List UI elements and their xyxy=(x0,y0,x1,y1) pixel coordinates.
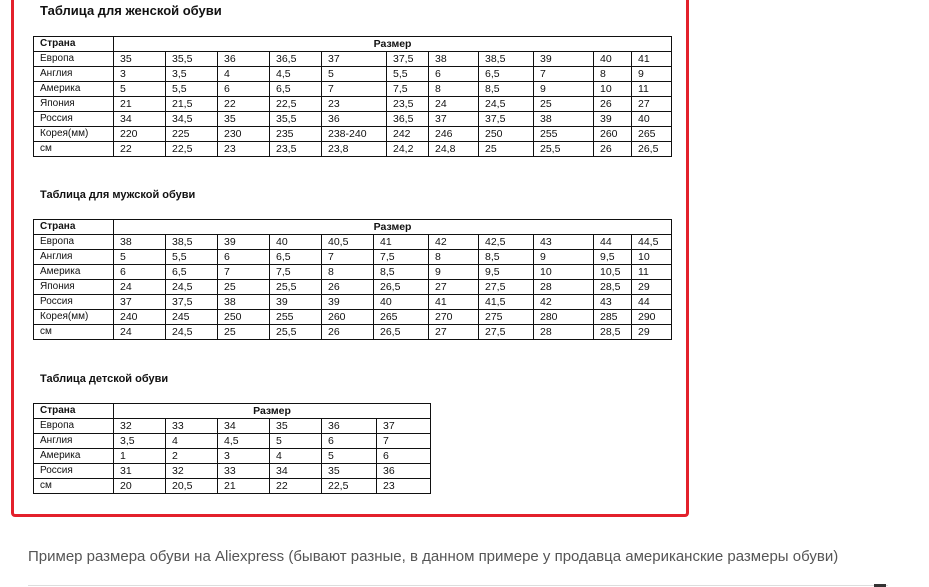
table-cell: 8 xyxy=(429,82,479,97)
table-cell: 40,5 xyxy=(322,235,374,250)
table-cell: 34 xyxy=(114,112,166,127)
women-size-table xyxy=(33,36,672,157)
table-cell: 37 xyxy=(114,295,166,310)
table-cell: 265 xyxy=(632,127,672,142)
table-cell: 240 xyxy=(114,310,166,325)
table-cell: 4 xyxy=(218,67,270,82)
table-cell: 41 xyxy=(632,52,672,67)
row-label: Америка xyxy=(34,449,114,464)
table-cell: 39 xyxy=(270,295,322,310)
table-cell: 28 xyxy=(534,280,594,295)
table-cell: 25,5 xyxy=(534,142,594,157)
table-cell: 32 xyxy=(114,419,166,434)
country-header: Страна xyxy=(34,220,114,235)
table-cell: 22 xyxy=(114,142,166,157)
table-cell: 33 xyxy=(166,419,218,434)
table-cell: 250 xyxy=(218,310,270,325)
table-cell: 10 xyxy=(594,82,632,97)
row-label: Англия xyxy=(34,434,114,449)
table-cell: 44,5 xyxy=(632,235,672,250)
table-cell: 265 xyxy=(374,310,429,325)
table-cell: 25 xyxy=(534,97,594,112)
table-cell: 9 xyxy=(534,250,594,265)
row-label: Россия xyxy=(34,112,114,127)
table-cell: 260 xyxy=(322,310,374,325)
table-cell: 44 xyxy=(632,295,672,310)
row-label: Англия xyxy=(34,67,114,82)
table-cell: 5,5 xyxy=(387,67,429,82)
table-cell: 8 xyxy=(322,265,374,280)
table-cell: 5,5 xyxy=(166,82,218,97)
table-cell: 220 xyxy=(114,127,166,142)
row-label: Европа xyxy=(34,419,114,434)
table-cell: 21 xyxy=(114,97,166,112)
table-cell: 5 xyxy=(270,434,322,449)
row-label: Япония xyxy=(34,280,114,295)
table-cell: 42 xyxy=(429,235,479,250)
table-cell: 26 xyxy=(322,325,374,340)
table-cell: 37 xyxy=(322,52,387,67)
table-cell: 10 xyxy=(632,250,672,265)
table-cell: 37,5 xyxy=(387,52,429,67)
row-label: см xyxy=(34,479,114,494)
row-label: Англия xyxy=(34,250,114,265)
table-cell: 4,5 xyxy=(270,67,322,82)
table-cell: 44 xyxy=(594,235,632,250)
country-header: Страна xyxy=(34,404,114,419)
table-cell: 22 xyxy=(270,479,322,494)
table-cell: 35 xyxy=(322,464,377,479)
table-cell: 25,5 xyxy=(270,280,322,295)
table-cell: 36 xyxy=(377,464,431,479)
table-cell: 5 xyxy=(114,250,166,265)
table-cell: 10 xyxy=(534,265,594,280)
table-cell: 270 xyxy=(429,310,479,325)
men-size-table xyxy=(33,219,672,340)
table-cell: 38,5 xyxy=(479,52,534,67)
table-cell: 38 xyxy=(429,52,479,67)
table-cell: 23 xyxy=(218,142,270,157)
table-cell: 21 xyxy=(218,479,270,494)
table-cell: 34,5 xyxy=(166,112,218,127)
table-cell: 260 xyxy=(594,127,632,142)
table-cell: 246 xyxy=(429,127,479,142)
table-cell: 9 xyxy=(429,265,479,280)
table-cell: 4,5 xyxy=(218,434,270,449)
table-cell: 32 xyxy=(166,464,218,479)
table-cell: 7 xyxy=(322,250,374,265)
row-label: Европа xyxy=(34,52,114,67)
table-cell: 7 xyxy=(377,434,431,449)
table-row xyxy=(34,479,431,494)
table-cell: 11 xyxy=(632,82,672,97)
table-row xyxy=(34,82,672,97)
table-cell: 24,2 xyxy=(387,142,429,157)
table-cell: 28,5 xyxy=(594,280,632,295)
table-cell: 39 xyxy=(322,295,374,310)
table-cell: 235 xyxy=(270,127,322,142)
table-header-row xyxy=(34,404,431,419)
table-cell: 39 xyxy=(594,112,632,127)
table-row xyxy=(34,265,672,280)
table-cell: 34 xyxy=(218,419,270,434)
table-row xyxy=(34,434,431,449)
table-cell: 5 xyxy=(114,82,166,97)
table-row xyxy=(34,67,672,82)
table-cell: 26,5 xyxy=(632,142,672,157)
table-cell: 4 xyxy=(166,434,218,449)
table-cell: 11 xyxy=(632,265,672,280)
table-cell: 22 xyxy=(218,97,270,112)
table-cell: 29 xyxy=(632,325,672,340)
table-cell: 43 xyxy=(594,295,632,310)
table-cell: 34 xyxy=(270,464,322,479)
row-label: Россия xyxy=(34,464,114,479)
table-row xyxy=(34,52,672,67)
table-row xyxy=(34,295,672,310)
table-cell: 24 xyxy=(429,97,479,112)
table-cell: 24,5 xyxy=(479,97,534,112)
table-cell: 27 xyxy=(429,280,479,295)
table-cell: 41 xyxy=(429,295,479,310)
table-cell: 3 xyxy=(218,449,270,464)
table-cell: 8,5 xyxy=(479,82,534,97)
table-cell: 6 xyxy=(429,67,479,82)
table-cell: 238-240 xyxy=(322,127,387,142)
table-cell: 7,5 xyxy=(387,82,429,97)
table-cell: 6 xyxy=(218,82,270,97)
table-cell: 245 xyxy=(166,310,218,325)
size-header: Размер xyxy=(114,220,672,235)
table-cell: 37 xyxy=(377,419,431,434)
divider xyxy=(28,585,888,586)
table-cell: 7,5 xyxy=(270,265,322,280)
table-cell: 280 xyxy=(534,310,594,325)
table-cell: 28,5 xyxy=(594,325,632,340)
table-cell: 27,5 xyxy=(479,325,534,340)
table-cell: 29 xyxy=(632,280,672,295)
table-cell: 24,8 xyxy=(429,142,479,157)
table-row xyxy=(34,310,672,325)
table-cell: 26 xyxy=(594,97,632,112)
table-cell: 20,5 xyxy=(166,479,218,494)
table-header-row xyxy=(34,37,672,52)
country-header: Страна xyxy=(34,37,114,52)
table-cell: 250 xyxy=(479,127,534,142)
table-cell: 6,5 xyxy=(166,265,218,280)
table-row xyxy=(34,112,672,127)
table-cell: 255 xyxy=(270,310,322,325)
table-cell: 2 xyxy=(166,449,218,464)
kids-table-title: Таблица детской обуви xyxy=(40,373,169,385)
table-cell: 27 xyxy=(429,325,479,340)
table-cell: 6,5 xyxy=(270,82,322,97)
table-cell: 38 xyxy=(114,235,166,250)
table-cell: 6 xyxy=(114,265,166,280)
table-cell: 37 xyxy=(429,112,479,127)
table-cell: 23 xyxy=(377,479,431,494)
table-cell: 38,5 xyxy=(166,235,218,250)
table-cell: 21,5 xyxy=(166,97,218,112)
table-cell: 5,5 xyxy=(166,250,218,265)
table-cell: 36,5 xyxy=(387,112,429,127)
table-cell: 26,5 xyxy=(374,325,429,340)
table-cell: 35 xyxy=(270,419,322,434)
table-cell: 6 xyxy=(218,250,270,265)
row-label: Америка xyxy=(34,82,114,97)
row-label: Россия xyxy=(34,295,114,310)
table-cell: 23,8 xyxy=(322,142,387,157)
table-cell: 225 xyxy=(166,127,218,142)
table-cell: 38 xyxy=(534,112,594,127)
table-cell: 36 xyxy=(322,112,387,127)
table-cell: 24,5 xyxy=(166,280,218,295)
table-cell: 31 xyxy=(114,464,166,479)
table-cell: 8 xyxy=(429,250,479,265)
table-cell: 25,5 xyxy=(270,325,322,340)
table-row xyxy=(34,464,431,479)
table-cell: 36 xyxy=(218,52,270,67)
table-cell: 25 xyxy=(479,142,534,157)
row-label: Европа xyxy=(34,235,114,250)
table-cell: 9,5 xyxy=(594,250,632,265)
table-cell: 285 xyxy=(594,310,632,325)
table-cell: 41,5 xyxy=(479,295,534,310)
row-label: Корея(мм) xyxy=(34,127,114,142)
table-cell: 8 xyxy=(594,67,632,82)
table-cell: 40 xyxy=(594,52,632,67)
table-row xyxy=(34,127,672,142)
table-cell: 39 xyxy=(534,52,594,67)
row-label: Корея(мм) xyxy=(34,310,114,325)
table-cell: 33 xyxy=(218,464,270,479)
table-cell: 27 xyxy=(632,97,672,112)
table-cell: 6 xyxy=(322,434,377,449)
table-cell: 6 xyxy=(377,449,431,464)
table-cell: 1 xyxy=(114,449,166,464)
table-cell: 37,5 xyxy=(479,112,534,127)
table-cell: 38 xyxy=(218,295,270,310)
table-cell: 9,5 xyxy=(479,265,534,280)
table-cell: 5 xyxy=(322,449,377,464)
table-cell: 40 xyxy=(632,112,672,127)
table-cell: 7,5 xyxy=(374,250,429,265)
row-label: см xyxy=(34,325,114,340)
table-cell: 24 xyxy=(114,325,166,340)
men-table-title: Таблица для мужской обуви xyxy=(40,189,196,201)
table-cell: 20 xyxy=(114,479,166,494)
table-cell: 42,5 xyxy=(479,235,534,250)
table-cell: 290 xyxy=(632,310,672,325)
table-cell: 35,5 xyxy=(166,52,218,67)
table-row xyxy=(34,142,672,157)
row-label: Япония xyxy=(34,97,114,112)
table-cell: 36 xyxy=(322,419,377,434)
table-cell: 275 xyxy=(479,310,534,325)
size-header: Размер xyxy=(114,37,672,52)
table-cell: 28 xyxy=(534,325,594,340)
table-cell: 24 xyxy=(114,280,166,295)
table-cell: 24,5 xyxy=(166,325,218,340)
row-label: см xyxy=(34,142,114,157)
table-cell: 255 xyxy=(534,127,594,142)
women-table-title: Таблица для женской обуви xyxy=(40,3,222,18)
table-cell: 6,5 xyxy=(270,250,322,265)
table-cell: 7 xyxy=(534,67,594,82)
table-cell: 35 xyxy=(114,52,166,67)
table-cell: 22,5 xyxy=(166,142,218,157)
row-label: Америка xyxy=(34,265,114,280)
table-cell: 25 xyxy=(218,280,270,295)
image-caption: Пример размера обуви на Aliexpress (бывают разные, в данном примере у продавца американские размеры обуви) xyxy=(28,548,839,565)
table-cell: 40 xyxy=(270,235,322,250)
table-cell: 3,5 xyxy=(166,67,218,82)
table-cell: 26 xyxy=(594,142,632,157)
table-row xyxy=(34,325,672,340)
table-cell: 242 xyxy=(387,127,429,142)
table-row xyxy=(34,235,672,250)
table-cell: 5 xyxy=(322,67,387,82)
table-cell: 9 xyxy=(632,67,672,82)
table-cell: 230 xyxy=(218,127,270,142)
table-cell: 27,5 xyxy=(479,280,534,295)
table-row xyxy=(34,449,431,464)
table-row xyxy=(34,250,672,265)
table-cell: 26,5 xyxy=(374,280,429,295)
table-cell: 25 xyxy=(218,325,270,340)
table-cell: 6,5 xyxy=(479,67,534,82)
table-cell: 4 xyxy=(270,449,322,464)
table-cell: 40 xyxy=(374,295,429,310)
size-header: Размер xyxy=(114,404,431,419)
table-cell: 9 xyxy=(534,82,594,97)
table-cell: 43 xyxy=(534,235,594,250)
table-cell: 42 xyxy=(534,295,594,310)
table-cell: 37,5 xyxy=(166,295,218,310)
table-cell: 23,5 xyxy=(270,142,322,157)
table-cell: 22,5 xyxy=(270,97,322,112)
table-row xyxy=(34,419,431,434)
table-cell: 35,5 xyxy=(270,112,322,127)
table-cell: 3,5 xyxy=(114,434,166,449)
table-cell: 41 xyxy=(374,235,429,250)
table-cell: 39 xyxy=(218,235,270,250)
table-cell: 26 xyxy=(322,280,374,295)
table-cell: 22,5 xyxy=(322,479,377,494)
table-cell: 36,5 xyxy=(270,52,322,67)
table-header-row xyxy=(34,220,672,235)
kids-size-table xyxy=(33,403,431,494)
table-row xyxy=(34,97,672,112)
table-cell: 8,5 xyxy=(479,250,534,265)
table-cell: 35 xyxy=(218,112,270,127)
table-row xyxy=(34,280,672,295)
table-cell: 8,5 xyxy=(374,265,429,280)
table-cell: 23,5 xyxy=(387,97,429,112)
table-cell: 10,5 xyxy=(594,265,632,280)
table-cell: 7 xyxy=(218,265,270,280)
table-cell: 7 xyxy=(322,82,387,97)
table-cell: 3 xyxy=(114,67,166,82)
table-cell: 23 xyxy=(322,97,387,112)
